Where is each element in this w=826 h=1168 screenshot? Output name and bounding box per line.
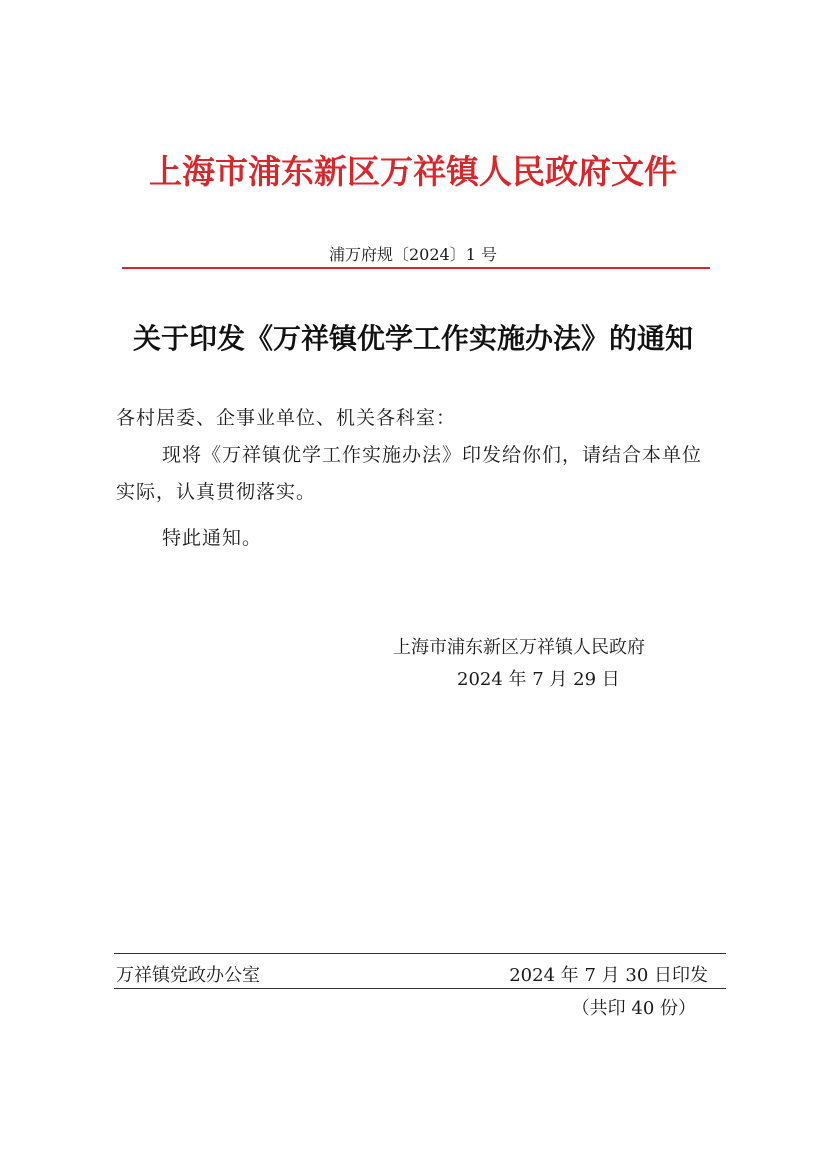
- notice-title: 关于印发《万祥镇优学工作实施办法》的通知: [132, 322, 693, 355]
- signature-block: [393, 632, 645, 696]
- body-paragraph: 现将《万祥镇优学工作实施办法》印发给你们，请结合本单位实际，认真贯彻落实。: [116, 444, 703, 503]
- issuer-title: 上海市浦东新区万祥镇人民政府文件: [149, 152, 677, 191]
- footer-copies-count: （共印 40 份）: [571, 998, 696, 1019]
- footer-print-date: 2024 年 7 月 30 日印发: [509, 965, 708, 986]
- footer-top-rule: [114, 953, 726, 954]
- closing-line: 特此通知。: [162, 527, 263, 549]
- footer-issuing-office: 万祥镇党政办公室: [116, 965, 260, 986]
- footer-bottom-rule: [114, 988, 726, 989]
- document-number: 浦万府规〔2024〕1 号: [329, 245, 497, 264]
- salutation: 各村居委、企事业单位、机关各科室：: [116, 407, 457, 429]
- signature-organization: 上海市浦东新区万祥镇人民政府: [393, 637, 645, 658]
- red-separator-line: [122, 267, 710, 269]
- signature-date: 2024 年 7 月 29 日: [457, 669, 620, 690]
